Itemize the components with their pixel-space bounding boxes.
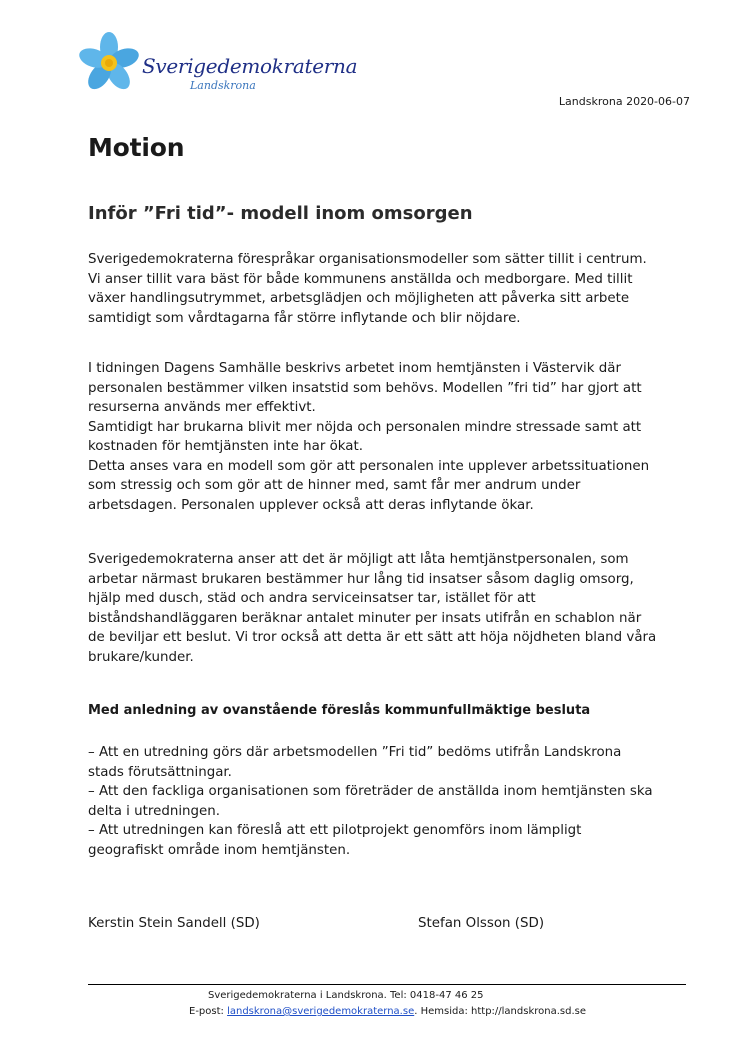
text-line: hjälp med dusch, städ och andra serviceinsatser tar, istället för att bbox=[88, 591, 536, 606]
text-line: som stressig och som gör att de hinner med, samt får mer andrum under bbox=[88, 478, 581, 493]
document-title: Motion bbox=[88, 133, 185, 162]
text-line: de beviljar ett beslut. Vi tror också att detta är ett sätt att höja nöjdheten bland våra bbox=[88, 630, 657, 645]
proposal-line: – Att utredningen kan föreslå att ett pilotprojekt genomförs inom lämpligt bbox=[88, 823, 582, 838]
footer-links bbox=[189, 1006, 586, 1017]
website-text: . Hemsida: http://landskrona.sd.se bbox=[414, 1006, 586, 1017]
text-line: arbetsdagen. Personalen upplever också att deras inflytande ökar. bbox=[88, 497, 534, 513]
proposal-line: geografiskt område inom hemtjänsten. bbox=[88, 842, 351, 858]
logo-wordmark: Sverigedemokraterna bbox=[142, 54, 358, 78]
text-line: resurserna används mer effektivt. bbox=[88, 400, 316, 415]
text-line: Detta anses vara en modell som gör att personalen inte upplever arbetssituationen bbox=[88, 458, 650, 474]
text-line: samtidigt som vårdtagarna får större inflytande och blir nöjdare. bbox=[88, 310, 521, 326]
text-line: arbetar närmast brukaren bestämmer hur lång tid insatser såsom daglig omsorg, bbox=[88, 571, 634, 587]
signature-1: Kerstin Stein Sandell (SD) bbox=[88, 916, 260, 931]
party-logo bbox=[78, 32, 358, 102]
proposal-line: delta i utredningen. bbox=[88, 803, 221, 819]
text-line: Sverigedemokraterna förespråkar organisationsmodeller som sätter tillit i centrum. bbox=[88, 252, 647, 267]
proposal-line: – Att en utredning görs där arbetsmodellen ”Fri tid” bedöms utifrån Landskrona bbox=[88, 745, 622, 760]
proposal-list bbox=[88, 743, 708, 860]
body-paragraph-2 bbox=[88, 359, 708, 515]
text-line: Samtidigt har brukarna blivit mer nöjda och personalen mindre stressade samt att bbox=[88, 419, 642, 435]
body-paragraph-3 bbox=[88, 550, 708, 667]
text-line: I tidningen Dagens Samhälle beskrivs arbetet inom hemtjänsten i Västervik där bbox=[88, 361, 621, 376]
place-date: Landskrona 2020-06-07 bbox=[558, 95, 690, 108]
text-line: biståndshandläggaren beräknar antalet minuter per insats utifrån en schablon när bbox=[88, 610, 642, 626]
footer-contact: Sverigedemokraterna i Landskrona. Tel: 0418-47 46 25 bbox=[208, 990, 484, 1001]
proposal-heading bbox=[88, 701, 708, 721]
text-line: Sverigedemokraterna anser att det är möjligt att låta hemtjänstpersonalen, som bbox=[88, 552, 629, 567]
email-label: E-post: bbox=[189, 1006, 228, 1017]
proposal-line: – Att den fackliga organisationen som företräder de anställda inom hemtjänsten ska bbox=[88, 784, 653, 799]
signature-2: Stefan Olsson (SD) bbox=[418, 916, 545, 931]
text-line: kostnaden för hemtjänsten inte har ökat. bbox=[88, 439, 364, 454]
document-subtitle: Inför ”Fri tid”- modell inom omsorgen bbox=[88, 203, 473, 224]
blue-anemone-flower-icon bbox=[78, 32, 140, 94]
text-line: brukare/kunder. bbox=[88, 649, 194, 665]
footer-divider bbox=[88, 984, 686, 985]
proposal-heading-text: Med anledning av ovanstående föreslås kommunfullmäktige besluta bbox=[88, 703, 591, 718]
email-link[interactable]: landskrona@sverigedemokraterna.se bbox=[227, 1006, 415, 1017]
text-line: personalen bestämmer vilken insatstid som behövs. Modellen ”fri tid” har gjort att bbox=[88, 380, 642, 396]
logo-subtitle: Landskrona bbox=[190, 79, 256, 92]
text-line: Vi anser tillit vara bäst för både kommunens anställda och medborgare. Med tillit bbox=[88, 271, 633, 287]
body-paragraph-1 bbox=[88, 250, 708, 328]
text-line: växer handlingsutrymmet, arbetsglädjen och möjligheten att påverka sitt arbete bbox=[88, 291, 630, 306]
proposal-line: stads förutsättningar. bbox=[88, 764, 232, 780]
